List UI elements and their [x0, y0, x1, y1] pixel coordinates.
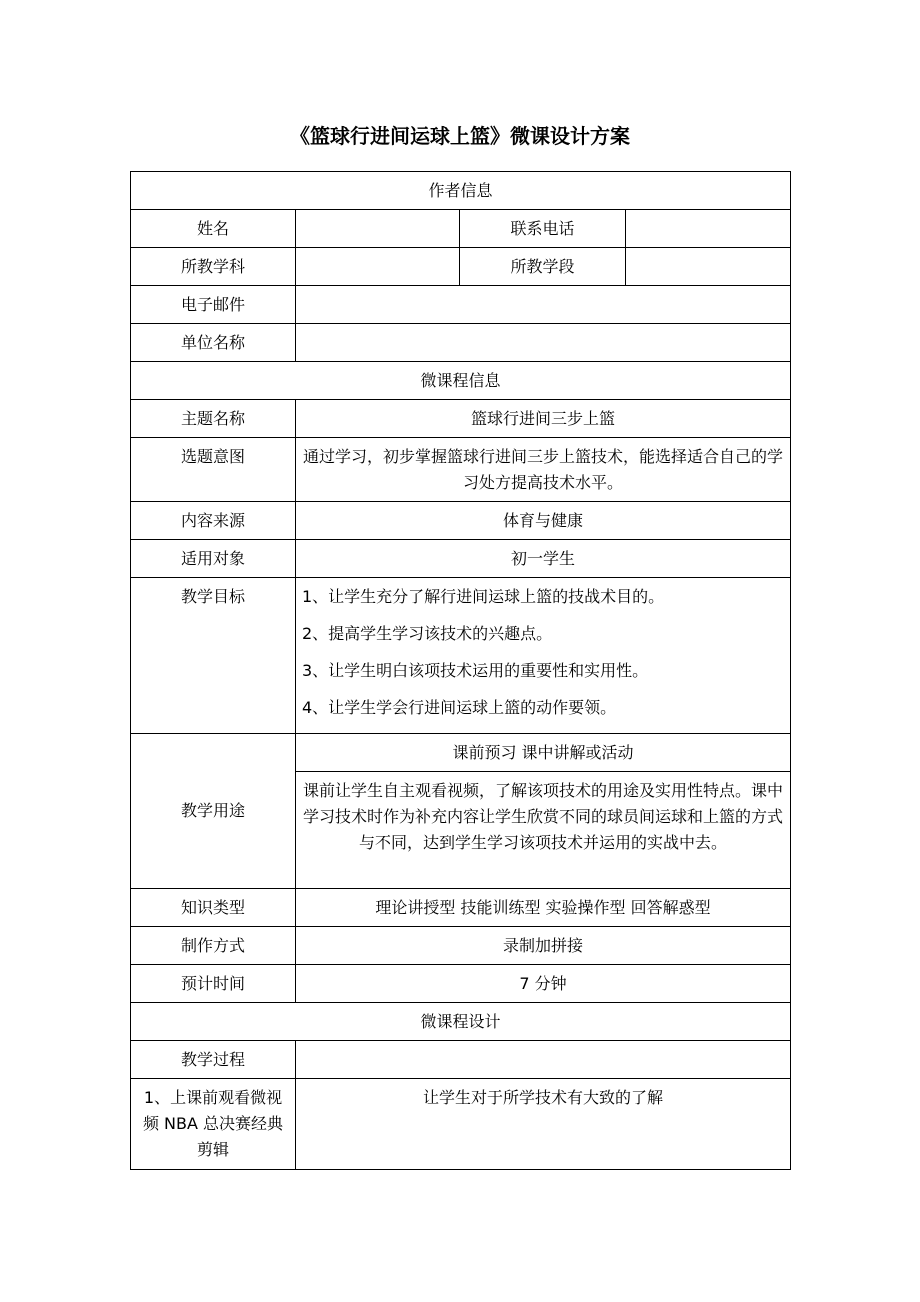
topic-label: 主题名称: [131, 400, 296, 438]
use-description: 课前让学生自主观看视频，了解该项技术的用途及实用性特点。课中学习技术时作为补充内容让学生欣赏不同的球员间运球和上篮的方式与不同，达到学生学习该项技术并运用的实战中去。: [296, 772, 791, 889]
method-label: 制作方式: [131, 927, 296, 965]
stage-label: 所教学段: [460, 248, 626, 286]
course-design-form: [130, 171, 791, 1170]
step1-label: 1、上课前观看微视频 NBA 总决赛经典剪辑: [131, 1079, 296, 1170]
time-label: 预计时间: [131, 965, 296, 1003]
use-modes: 课前预习 课中讲解或活动: [296, 734, 791, 772]
intent-label: 选题意图: [131, 438, 296, 502]
source-value: 体育与健康: [296, 502, 791, 540]
process-label: 教学过程: [131, 1041, 296, 1079]
course-design-header: 微课程设计: [131, 1003, 791, 1041]
source-label: 内容来源: [131, 502, 296, 540]
goal-item: 4、让学生学会行进间运球上篮的动作要领。: [302, 698, 617, 717]
intent-value: 通过学习，初步掌握篮球行进间三步上篮技术，能选择适合自己的学习处方提高技术水平。: [296, 438, 791, 502]
goals-label: 教学目标: [131, 578, 296, 734]
goal-item: 1、让学生充分了解行进间运球上篮的技战术目的。: [302, 587, 665, 606]
audience-value: 初一学生: [296, 540, 791, 578]
phone-label: 联系电话: [460, 210, 626, 248]
knowledge-value: 理论讲授型 技能训练型 实验操作型 回答解惑型: [296, 889, 791, 927]
method-value: 录制加拼接: [296, 927, 791, 965]
org-label: 单位名称: [131, 324, 296, 362]
stage-value: [626, 248, 791, 286]
topic-value: 篮球行进间三步上篮: [296, 400, 791, 438]
knowledge-label: 知识类型: [131, 889, 296, 927]
org-value: [296, 324, 791, 362]
goal-item: 2、提高学生学习该技术的兴趣点。: [302, 624, 553, 643]
name-value: [296, 210, 460, 248]
name-label: 姓名: [131, 210, 296, 248]
course-info-header: 微课程信息: [131, 362, 791, 400]
use-label: 教学用途: [131, 734, 296, 889]
goals-list: [296, 578, 791, 734]
email-label: 电子邮件: [131, 286, 296, 324]
step1-value: 让学生对于所学技术有大致的了解: [296, 1079, 791, 1170]
subject-label: 所教学科: [131, 248, 296, 286]
process-value: [296, 1041, 791, 1079]
email-value: [296, 286, 791, 324]
phone-value: [626, 210, 791, 248]
goal-item: 3、让学生明白该项技术运用的重要性和实用性。: [302, 661, 649, 680]
author-info-header: 作者信息: [131, 172, 791, 210]
audience-label: 适用对象: [131, 540, 296, 578]
document-title: 《篮球行进间运球上篮》微课设计方案: [290, 124, 630, 148]
time-value: 7 分钟: [296, 965, 791, 1003]
subject-value: [296, 248, 460, 286]
